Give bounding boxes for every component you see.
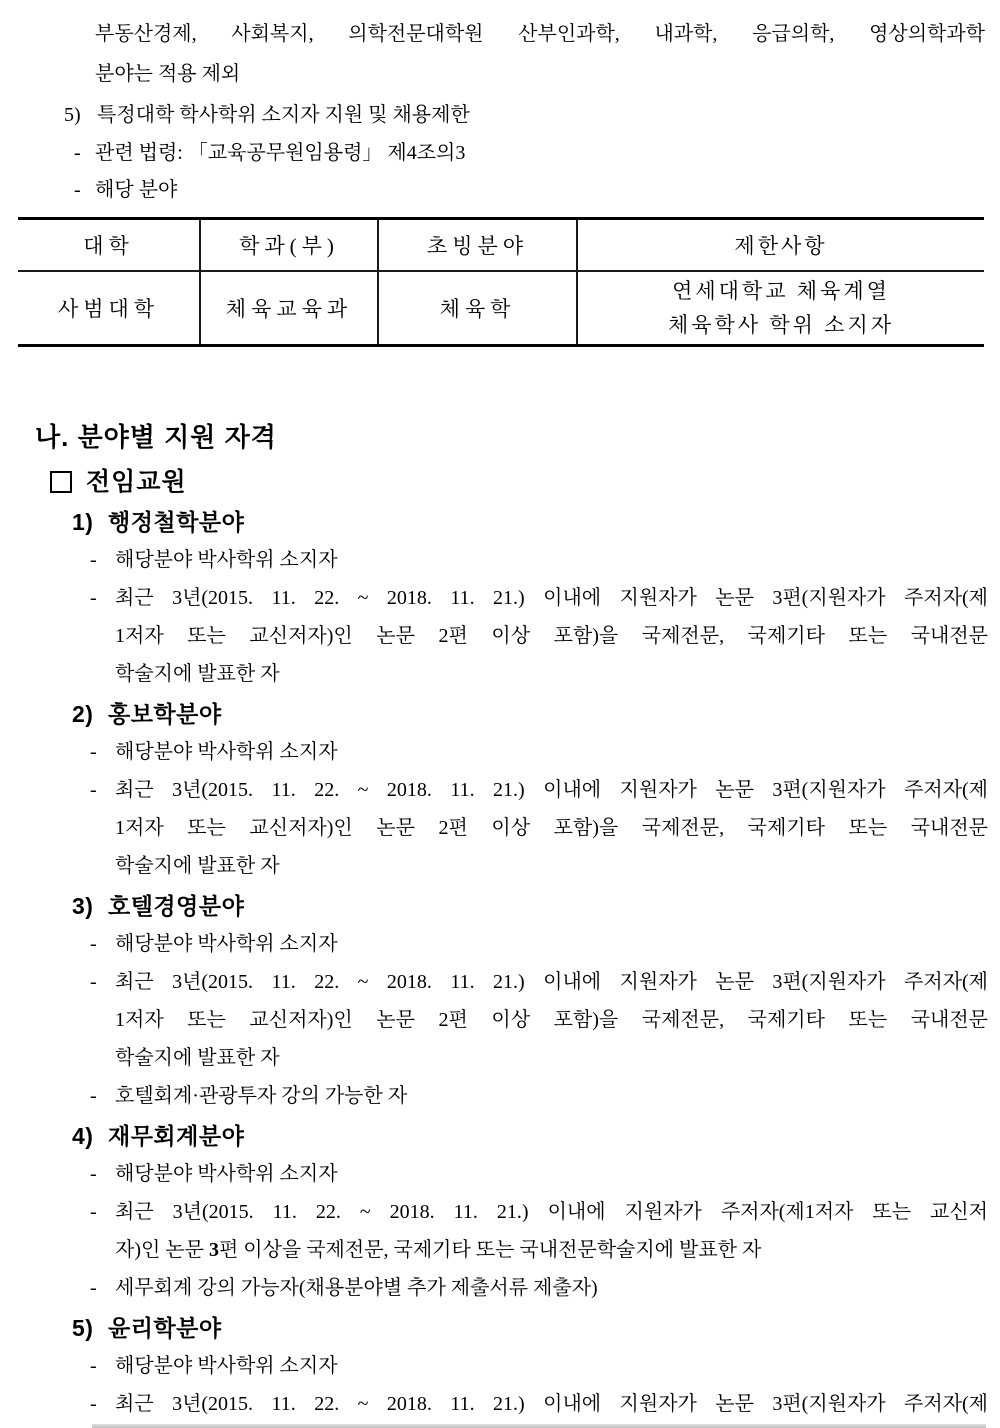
field-title: 재무회계분야 (108, 1123, 245, 1149)
bullet-line: 1저자 또는 교신저자)인 논문 2편 이상 포함)을 국제전문, 국제기타 또는 국내전문 (115, 1009, 988, 1031)
field-title: 윤리학분야 (108, 1315, 222, 1341)
col-header-restriction: 제한사항 (577, 219, 984, 272)
bullet-item (74, 172, 1000, 209)
item-5-heading (64, 95, 1000, 135)
field-title: 홍보학분야 (108, 701, 222, 727)
bullet-dash: - (90, 549, 97, 571)
bullet-dash: - (90, 1277, 97, 1299)
bullet-text: 해당 분야 (95, 179, 178, 201)
cell-restriction (577, 271, 984, 346)
subsection-heading (50, 463, 1000, 501)
bullet-line: 호텔회계·관광투자 강의 가능한 자 (115, 1085, 408, 1107)
bullet-dash: - (90, 587, 97, 609)
col-header-university: 대학 (18, 219, 200, 272)
col-header-field: 초빙분야 (378, 219, 577, 272)
list-number: 4) (72, 1123, 94, 1149)
bullet-dash: - (90, 933, 97, 955)
bullet-line: 1저자 또는 교신저자)인 논문 2편 이상 포함)을 국제전문, 국제기타 또는 국내전문 (115, 817, 988, 839)
item-5-title: 특정대학 학사학위 소지자 지원 및 채용제한 (97, 104, 470, 126)
bullet-line-part: 편 이상을 국제전문, 국제기타 또는 국내전문학술지에 발표한 자 (218, 1239, 762, 1261)
col-header-department: 학과(부) (200, 219, 378, 272)
intro-line: 분야는 적용 제외 (95, 63, 241, 85)
bullet-line: 해당분야 박사학위 소지자 (115, 933, 338, 955)
bullet-dash: - (90, 971, 97, 993)
list-number: 3) (72, 893, 94, 919)
bullet-dash: - (74, 142, 81, 164)
list-number: 2) (72, 701, 94, 727)
section-title: 나. 분야별 지원 자격 (35, 422, 277, 452)
bullet-line: 해당분야 박사학위 소지자 (115, 1163, 338, 1185)
bullet-dash: - (90, 1201, 97, 1223)
field-heading (72, 695, 1000, 733)
field-title: 행정철학분야 (108, 509, 245, 535)
bullet-line: 최근 3년(2015. 11. 22. ~ 2018. 11. 21.) 이내에 지원자가 논문 3편(지원자가 주저자(제 (115, 779, 988, 801)
checkbox-square-icon (50, 471, 72, 493)
intro-line: 부동산경제, 사회복지, 의학전문대학원 산부인과학, 내과학, 응급의학, 영상의학과학 (95, 23, 985, 45)
bullet-line: 최근 3년(2015. 11. 22. ~ 2018. 11. 21.) 이내에 지원자가 논문 3편(지원자가 주저자(제 (115, 1393, 988, 1415)
field-bullet (90, 1385, 1000, 1423)
bullet-text: 관련 법령: 「교육공무원임용령」 제4조의3 (95, 142, 466, 164)
bullet-line-part: 자)인 논문 (115, 1239, 209, 1261)
field-bullet (90, 1269, 1000, 1307)
field-bullet (90, 1155, 1000, 1193)
bullet-dash: - (90, 741, 97, 763)
bullet-line: 최근 3년(2015. 11. 22. ~ 2018. 11. 21.) 이내에 지원자가 주저자(제1저자 또는 교신저 (115, 1201, 988, 1223)
field-bullet (90, 1347, 1000, 1385)
bullet-line: 해당분야 박사학위 소지자 (115, 549, 338, 571)
list-number: 1) (72, 509, 94, 535)
field-heading (72, 1117, 1000, 1155)
intro-paragraph (95, 14, 985, 94)
subsection-label: 전임교원 (86, 468, 187, 496)
list-number: 5) (64, 104, 81, 126)
field-bullet (90, 963, 1000, 1077)
bullet-line (115, 1231, 988, 1269)
field-bullet (90, 925, 1000, 963)
field-title: 호텔경영분야 (108, 893, 245, 919)
bold-number: 3 (208, 1239, 219, 1261)
field-bullet (90, 733, 1000, 771)
field-bullet (90, 579, 1000, 693)
bullet-line: 해당분야 박사학위 소지자 (115, 1355, 338, 1377)
field-heading (72, 887, 1000, 925)
field-bullet (90, 1193, 1000, 1269)
bullet-dash: - (90, 1355, 97, 1377)
cell-field: 체육학 (378, 271, 577, 346)
table-header-row (18, 219, 984, 272)
bullet-dash: - (74, 179, 81, 201)
field-bullet (90, 541, 1000, 579)
bullet-line: 1저자 또는 교신저자)인 논문 2편 이상 포함)을 국제전문, 국제기타 또는 국내전문 (115, 625, 988, 647)
bullet-dash: - (90, 779, 97, 801)
restriction-table (18, 217, 984, 347)
field-bullet (90, 1077, 1000, 1115)
restriction-line: 연세대학교 체육계열 (672, 279, 890, 303)
bullet-dash: - (90, 1393, 97, 1415)
bullet-line: 해당분야 박사학위 소지자 (115, 741, 338, 763)
bullet-dash: - (90, 1085, 97, 1107)
field-heading (72, 1309, 1000, 1347)
page-cut-artifact (92, 1424, 986, 1428)
table-row (18, 271, 984, 346)
bullet-line: 최근 3년(2015. 11. 22. ~ 2018. 11. 21.) 이내에 지원자가 논문 3편(지원자가 주저자(제 (115, 587, 988, 609)
cell-department: 체육교육과 (200, 271, 378, 346)
restriction-line: 체육학사 학위 소지자 (667, 313, 895, 337)
bullet-line: 세무회계 강의 가능자(채용분야별 추가 제출서류 제출자) (115, 1277, 598, 1299)
bullet-item (74, 135, 1000, 172)
bullet-line: 최근 3년(2015. 11. 22. ~ 2018. 11. 21.) 이내에 지원자가 논문 3편(지원자가 주저자(제 (115, 971, 988, 993)
cell-college: 사범대학 (18, 271, 200, 346)
field-heading (72, 503, 1000, 541)
list-number: 5) (72, 1315, 94, 1341)
bullet-line: 학술지에 발표한 자 (115, 855, 280, 877)
bullet-dash: - (90, 1163, 97, 1185)
field-bullet (90, 771, 1000, 885)
bullet-line: 학술지에 발표한 자 (115, 1047, 280, 1069)
bullet-line: 학술지에 발표한 자 (115, 663, 280, 685)
